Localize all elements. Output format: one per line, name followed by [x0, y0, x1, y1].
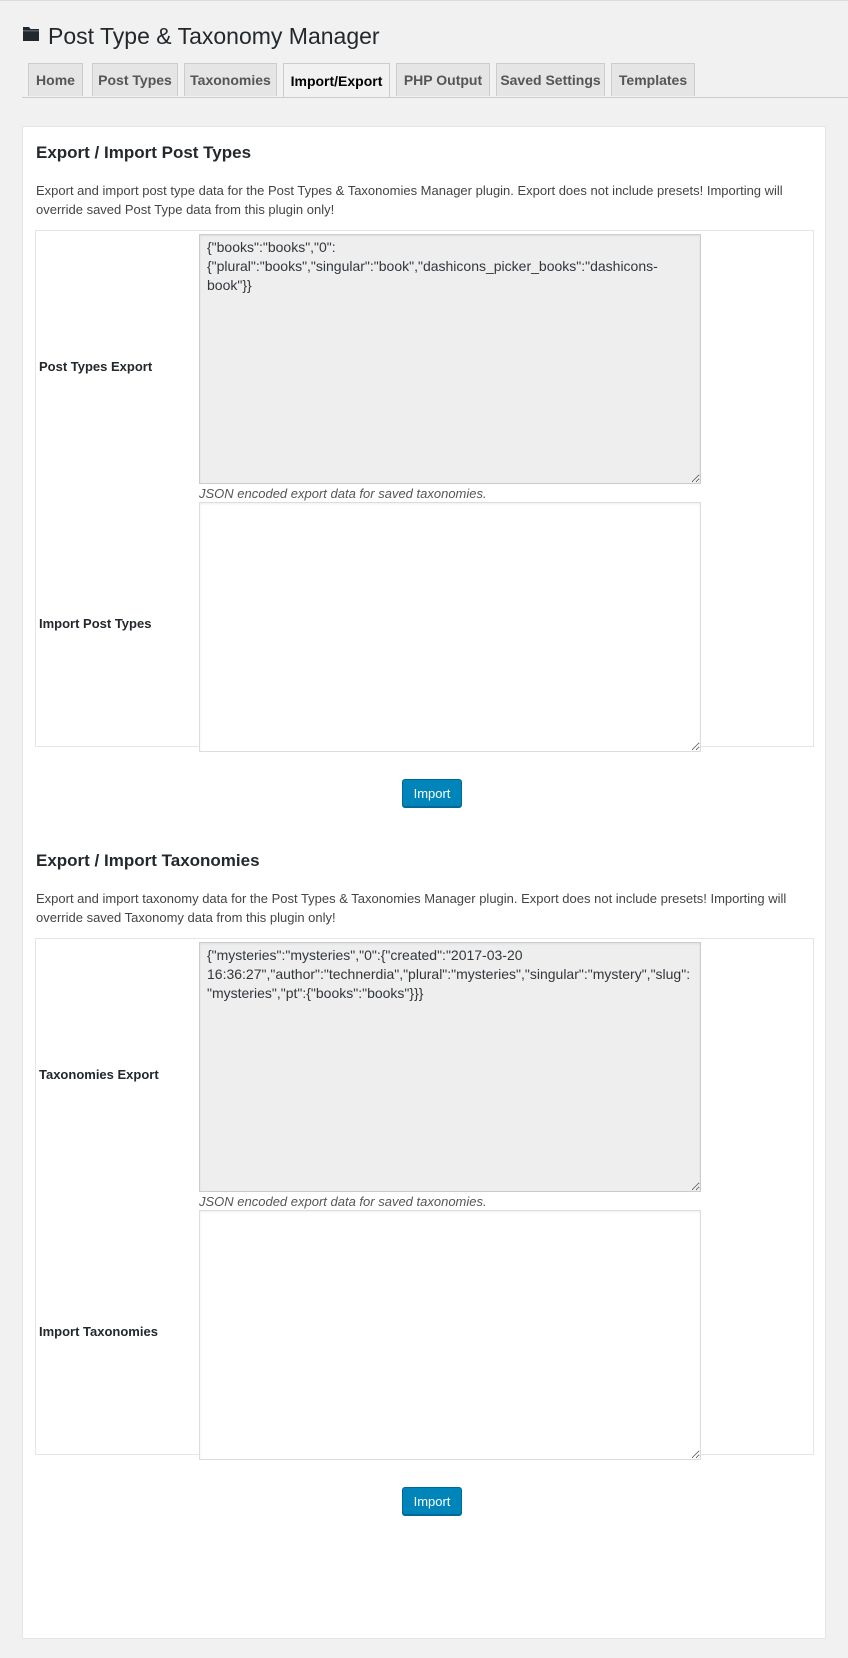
tab-post-types[interactable]: Post Types — [92, 63, 178, 96]
import-taxonomies-label: Import Taxonomies — [39, 1324, 158, 1339]
top-border — [0, 0, 848, 1]
post-types-section-description: Export and import post type data for the Post Types & Taxonomies Manager plugin. Export does not include presets! Importing will override saved Post Type data from this plugin only! — [36, 183, 783, 217]
page-header — [22, 16, 380, 56]
post-types-section-title: Export / Import Post Types — [36, 143, 252, 162]
import-export-panel — [22, 126, 826, 1639]
post-types-export-label: Post Types Export — [39, 359, 153, 374]
tab-bar — [22, 63, 848, 98]
taxonomies-export-help: JSON encoded export data for saved taxonomies. — [199, 1194, 487, 1209]
post-types-export-help: JSON encoded export data for saved taxonomies. — [199, 486, 487, 501]
import-post-types-label: Import Post Types — [39, 616, 152, 631]
folder-icon — [22, 25, 40, 43]
taxonomies-export-label: Taxonomies Export — [39, 1067, 159, 1082]
tab-templates[interactable]: Templates — [611, 63, 695, 96]
taxonomies-section-description: Export and import taxonomy data for the Post Types & Taxonomies Manager plugin. Export does not include presets! Importing will override saved Taxonomy data from this plugin only! — [36, 891, 787, 925]
taxonomies-export-textarea[interactable] — [199, 942, 701, 1192]
tab-php-output[interactable]: PHP Output — [396, 63, 490, 96]
import-post-types-button[interactable]: Import — [402, 779, 462, 807]
page-title: Post Type & Taxonomy Manager — [48, 23, 380, 49]
taxonomies-form-table — [35, 938, 814, 1455]
taxonomies-section-title: Export / Import Taxonomies — [36, 851, 260, 870]
tab-import-export[interactable]: Import/Export — [283, 63, 390, 97]
import-taxonomies-button[interactable]: Import — [402, 1487, 462, 1515]
import-taxonomies-textarea[interactable] — [199, 1210, 701, 1460]
import-post-types-textarea[interactable] — [199, 502, 701, 752]
post-types-export-textarea[interactable] — [199, 234, 701, 484]
tab-saved-settings[interactable]: Saved Settings — [496, 63, 605, 96]
tab-taxonomies[interactable]: Taxonomies — [184, 63, 277, 96]
tab-home[interactable]: Home — [28, 63, 83, 96]
post-types-form-table — [35, 230, 814, 747]
